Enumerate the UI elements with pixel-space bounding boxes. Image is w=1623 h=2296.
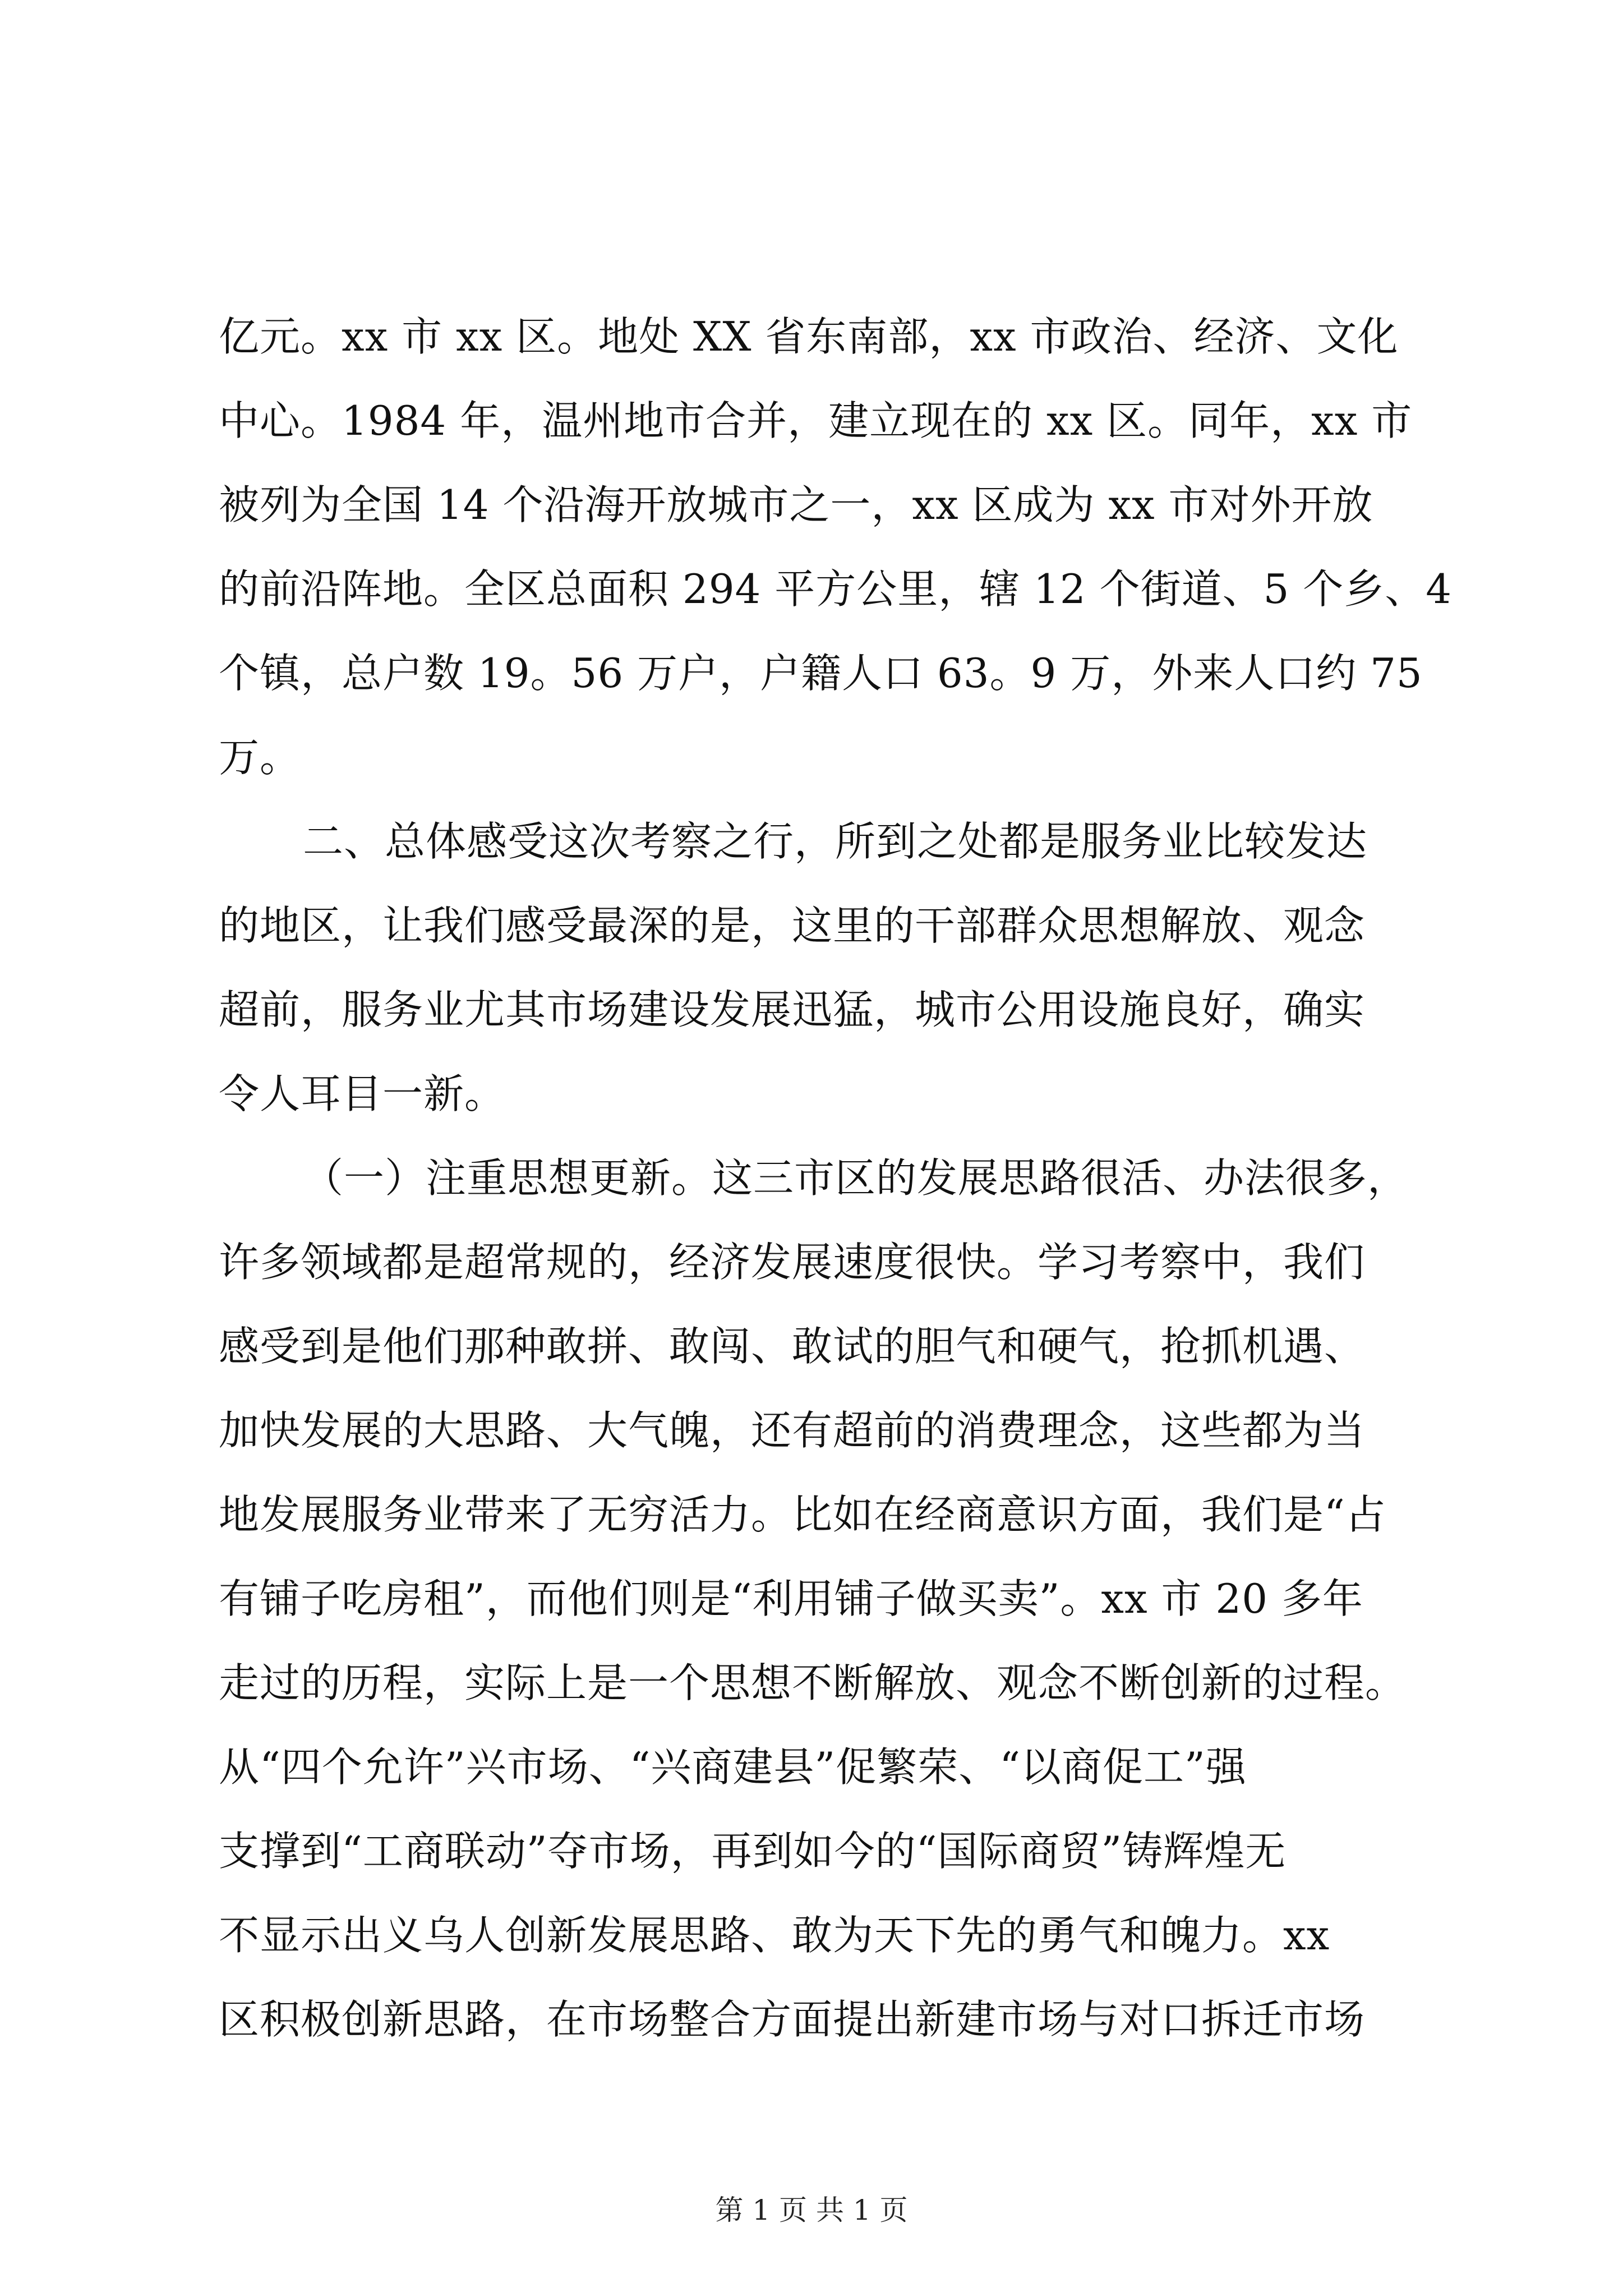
text-line: 亿元。xx 市 xx 区。地处 XX 省东南部，xx 市政治、经济、文化: [219, 313, 1399, 360]
text-line: 走过的历程，实际上是一个思想不断解放、观念不断创新的过程。: [219, 1659, 1407, 1706]
text-line: 区积极创新思路，在市场整合方面提出新建市场与对口拆迁市场: [219, 1996, 1366, 2043]
text-line: 地发展服务业带来了无穷活力。比如在经商意识方面，我们是“占: [219, 1491, 1386, 1538]
text-line: 的前沿阵地。全区总面积 294 平方公里，辖 12 个街道、5 个乡、4: [219, 565, 1453, 613]
text-line: 超前，服务业尤其市场建设发展迅猛，城市公用设施良好，确实: [219, 986, 1366, 1033]
text-line: 有铺子吃房租”，而他们则是“利用铺子做买卖”。xx 市 20 多年: [219, 1575, 1363, 1622]
text-line: 令人耳目一新。: [219, 1070, 506, 1117]
section-heading-line: 二、总体感受这次考察之行，所到之处都是服务业比较发达: [303, 818, 1368, 865]
text-line: 被列为全国 14 个沿海开放城市之一，xx 区成为 xx 市对外开放: [219, 481, 1373, 528]
text-line: 加快发展的大思路、大气魄，还有超前的消费理念，这些都为当: [219, 1407, 1366, 1454]
text-line: 感受到是他们那种敢拼、敢闯、敢试的胆气和硬气，抢抓机遇、: [219, 1323, 1366, 1370]
text-line: 的地区，让我们感受最深的是，这里的干部群众思想解放、观念: [219, 902, 1366, 949]
subsection-heading-line: （一）注重思想更新。这三市区的发展思路很活、办法很多，: [303, 1154, 1409, 1202]
page-number-footer: 第 1 页 共 1 页: [715, 2194, 908, 2226]
text-line: 支撑到“工商联动”夺市场，再到如今的“国际商贸”铸辉煌无: [219, 1828, 1287, 1875]
text-line: 个镇，总户数 19。56 万户，户籍人口 63。9 万，外来人口约 75: [219, 650, 1423, 697]
text-line: 许多领域都是超常规的，经济发展速度很快。学习考察中，我们: [219, 1239, 1366, 1286]
text-line: 不显示出义乌人创新发展思路、敢为天下先的勇气和魄力。xx: [219, 1912, 1330, 1959]
text-line: 中心。1984 年，温州地市合并，建立现在的 xx 区。同年，xx 市: [219, 397, 1413, 444]
text-line: 从“四个允许”兴市场、“兴商建县”促繁荣、“以商促工”强: [219, 1743, 1247, 1791]
text-line: 万。: [219, 734, 301, 781]
